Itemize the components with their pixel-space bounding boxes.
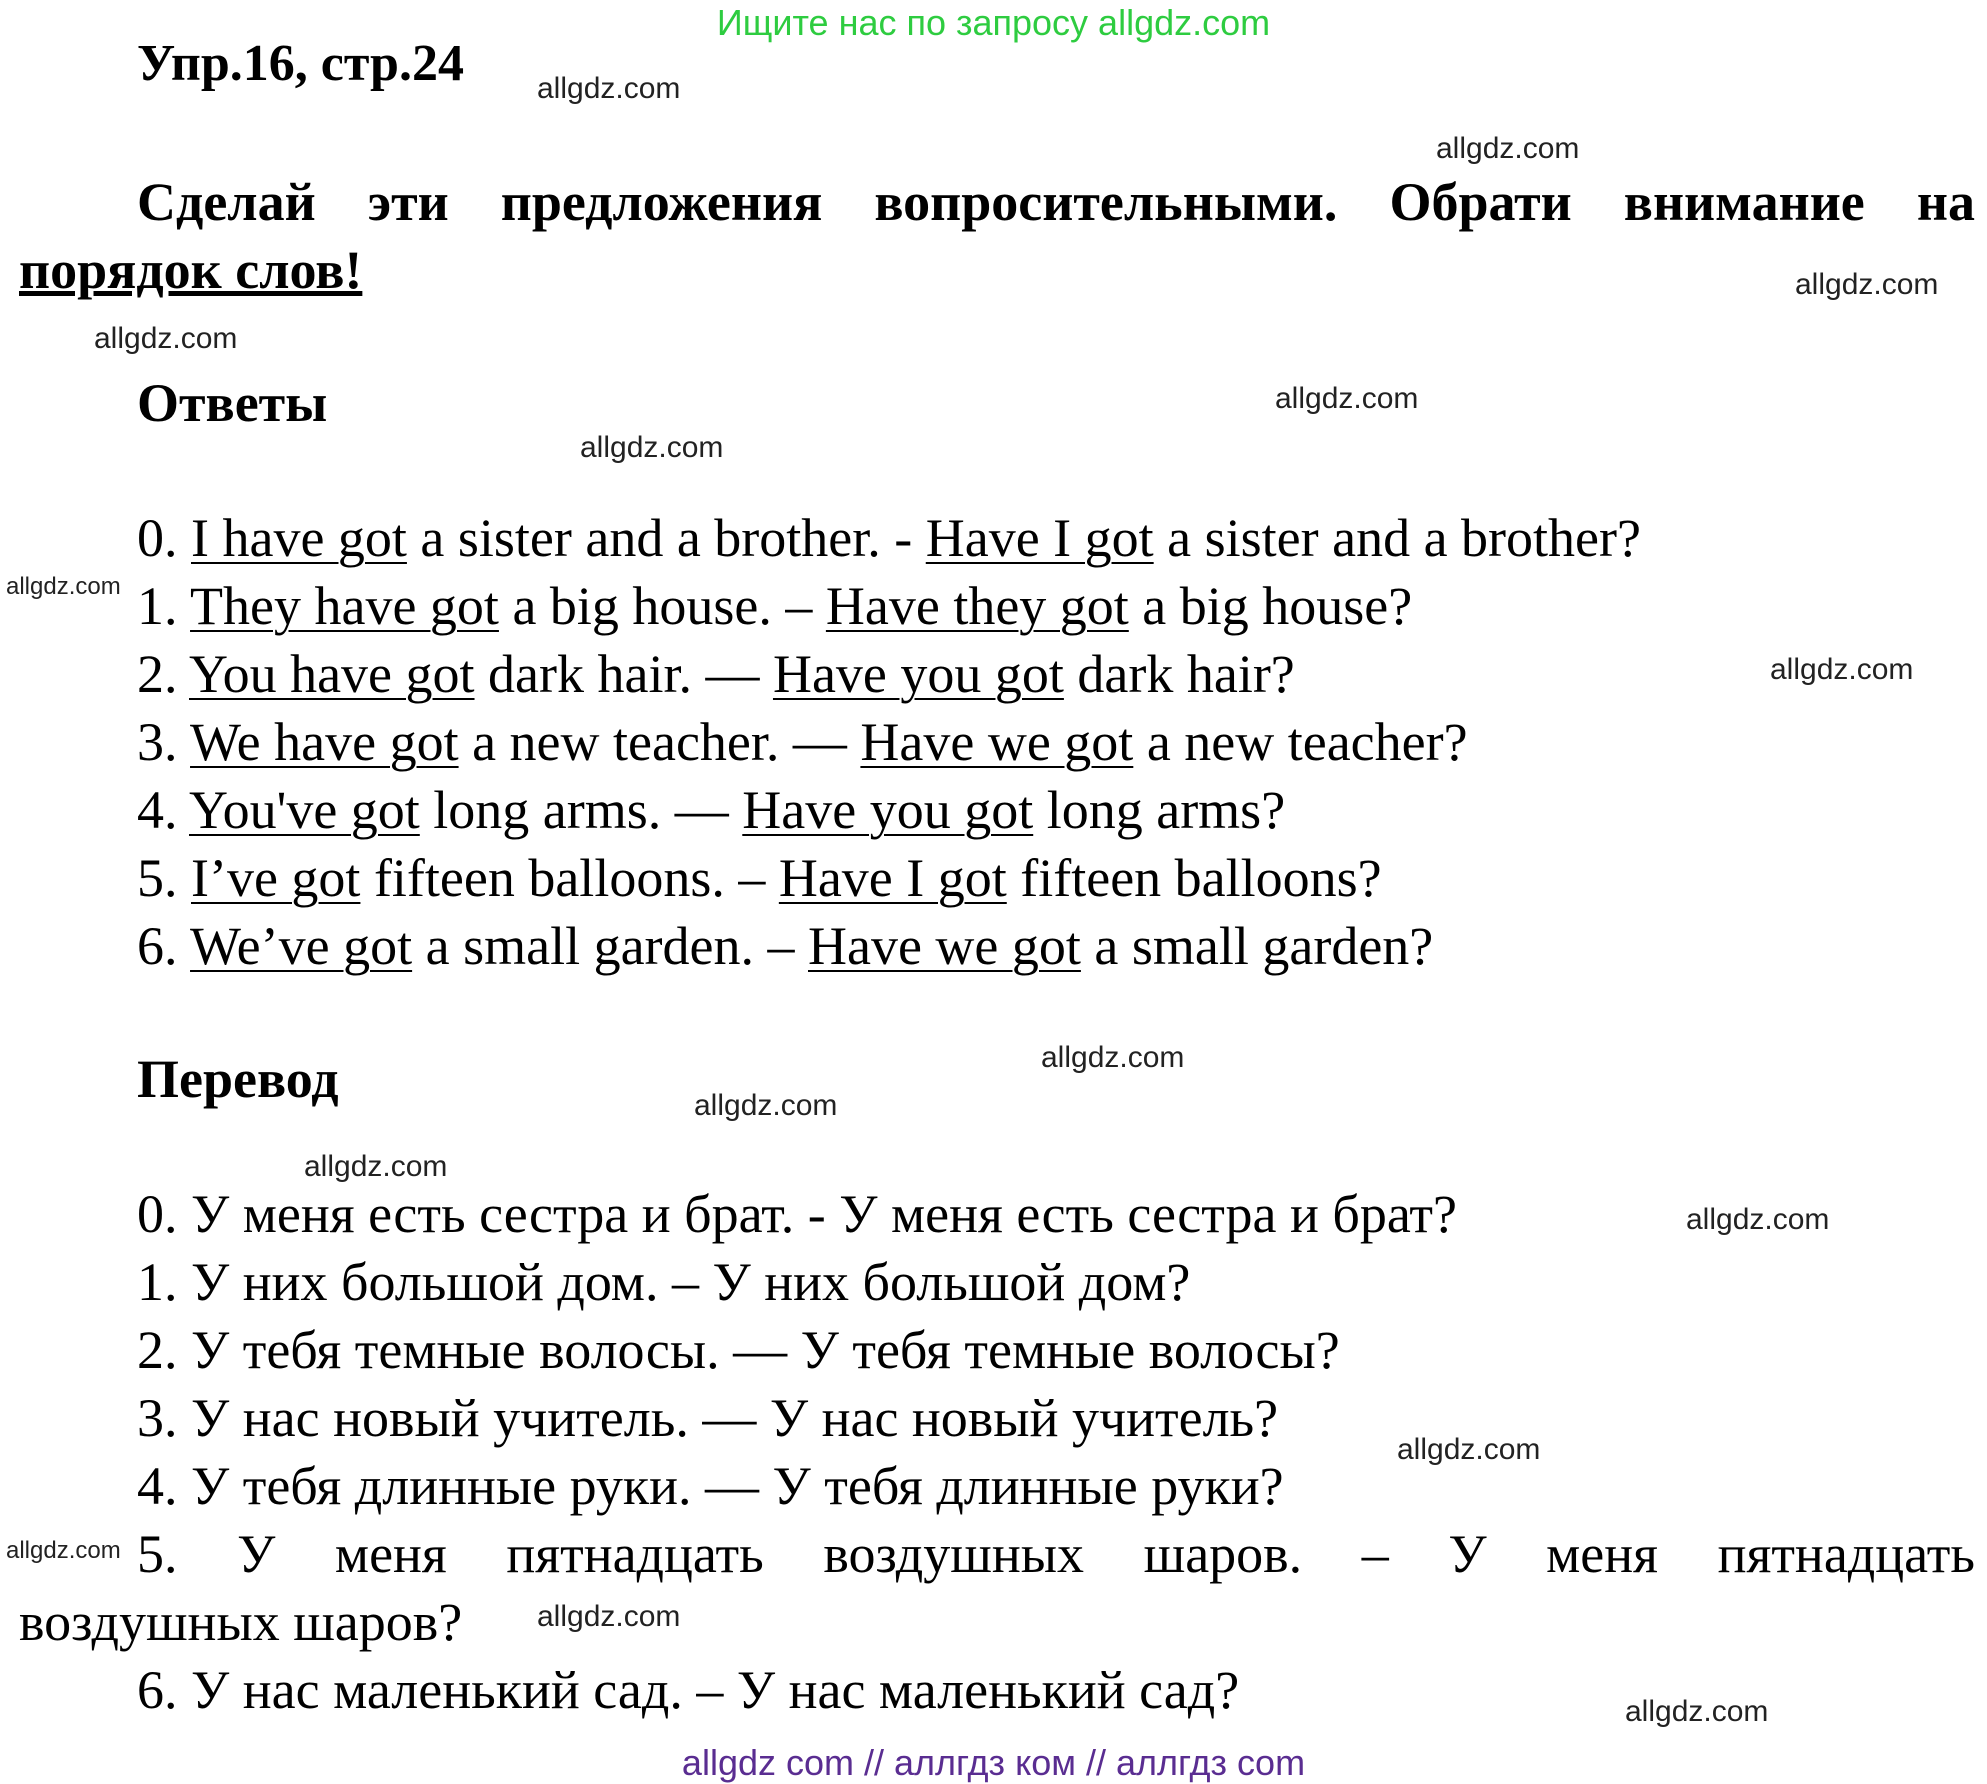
answer-statement-subject: You've got (189, 780, 420, 840)
page-title: Упр.16, стр.24 (137, 35, 464, 92)
watermark: allgdz.com (1436, 132, 1580, 165)
answer-statement-subject: They have got (190, 576, 499, 636)
answer-statement-rest: a big house. – (512, 576, 813, 636)
answers-list (137, 504, 1641, 980)
translation-word: меня (1546, 1524, 1659, 1584)
answer-question-rest: fifteen balloons? (1020, 848, 1382, 908)
translation-line-5-part1 (137, 1520, 1975, 1588)
answer-question-subject: Have we got (808, 916, 1081, 976)
watermark: allgdz.com (1625, 1695, 1769, 1728)
translation-line: 1. У них большой дом. – У них большой дом? (137, 1252, 1191, 1312)
answer-number: 2. (137, 644, 178, 704)
translation-line: 3. У нас новый учитель. — У нас новый учитель? (137, 1388, 1279, 1448)
translation-line-5-part2: воздушных шаров? (19, 1592, 463, 1652)
answer-statement-rest: dark hair. — (488, 644, 760, 704)
answer-number: 5. (137, 848, 178, 908)
translation-line: 4. У тебя длинные руки. — У тебя длинные руки? (137, 1456, 1284, 1516)
watermark: allgdz.com (537, 1600, 681, 1633)
instruction-word: Сделай (137, 172, 316, 232)
instruction-word: внимание (1623, 172, 1865, 232)
instruction-word: вопросительными. (874, 172, 1338, 232)
answer-line (137, 844, 1641, 912)
answer-question-subject: Have they got (825, 576, 1129, 636)
answer-line (137, 640, 1641, 708)
answer-line (137, 708, 1641, 776)
answer-question-subject: Have you got (742, 780, 1034, 840)
answer-number: 1. (137, 576, 178, 636)
translation-word: У (1448, 1524, 1487, 1584)
watermark: allgdz.com (304, 1150, 448, 1183)
watermark: allgdz.com (6, 1537, 121, 1564)
answer-line (137, 912, 1641, 980)
answer-question-rest: long arms? (1046, 780, 1286, 840)
instruction-line-1 (137, 168, 1975, 236)
watermark: allgdz.com (1041, 1041, 1185, 1074)
answer-question-rest: a new teacher? (1146, 712, 1468, 772)
translation-line: 0. У меня есть сестра и брат. - У меня есть сестра и брат? (137, 1184, 1457, 1244)
answer-question-subject: Have I got (778, 848, 1007, 908)
answers-heading: Ответы (137, 373, 328, 433)
translation-word: меня (334, 1524, 447, 1584)
translation-heading: Перевод (137, 1049, 339, 1109)
footer-watermark: allgdz com // аллгдз ком // аллгдз com (681, 1742, 1306, 1783)
translation-line: 6. У нас маленький сад. – У нас маленький сад? (137, 1660, 1240, 1720)
answer-question-rest: a small garden? (1094, 916, 1434, 976)
answer-number: 3. (137, 712, 178, 772)
answer-statement-rest: long arms. — (433, 780, 729, 840)
answer-statement-subject: We’ve got (190, 916, 413, 976)
answer-statement-rest: a small garden. – (425, 916, 795, 976)
top-banner: Ищите нас по запросу allgdz.com (716, 2, 1271, 43)
answer-statement-rest: a new teacher. — (472, 712, 847, 772)
answer-line (137, 572, 1641, 640)
answer-statement-subject: We have got (190, 712, 459, 772)
answer-statement-subject: You have got (189, 644, 475, 704)
watermark: allgdz.com (580, 431, 724, 464)
translation-word: пятнадцать (1717, 1524, 1975, 1584)
answer-statement-subject: I have got (191, 508, 407, 568)
answer-statement-subject: I’ve got (191, 848, 361, 908)
translation-word: – (1361, 1524, 1389, 1584)
translation-word: пятнадцать (506, 1524, 764, 1584)
instruction-word: Обрати (1389, 172, 1572, 232)
translation-word: 5. (137, 1524, 178, 1584)
watermark: allgdz.com (94, 322, 238, 355)
watermark: allgdz.com (1686, 1203, 1830, 1236)
watermark: allgdz.com (694, 1089, 838, 1122)
answer-question-subject: Have I got (925, 508, 1154, 568)
instruction-line-2: порядок слов! (19, 240, 363, 300)
answer-statement-rest: fifteen balloons. – (373, 848, 766, 908)
answer-number: 4. (137, 780, 178, 840)
translation-word: шаров. (1143, 1524, 1303, 1584)
answer-question-rest: dark hair? (1077, 644, 1295, 704)
answer-line (137, 504, 1641, 572)
instruction-word: эти (367, 172, 449, 232)
watermark: allgdz.com (1397, 1433, 1541, 1466)
instruction-word: на (1916, 172, 1975, 232)
answer-statement-rest: a sister and a brother. - (420, 508, 913, 568)
answer-number: 6. (137, 916, 178, 976)
answer-number: 0. (137, 508, 178, 568)
answer-question-rest: a big house? (1142, 576, 1413, 636)
answer-question-rest: a sister and a brother? (1167, 508, 1641, 568)
watermark: allgdz.com (1795, 268, 1939, 301)
translation-word: У (237, 1524, 276, 1584)
answer-question-subject: Have you got (772, 644, 1064, 704)
answer-question-subject: Have we got (860, 712, 1134, 772)
translation-word: воздушных (823, 1524, 1085, 1584)
instruction-word: предложения (500, 172, 823, 232)
watermark: allgdz.com (1770, 653, 1914, 686)
watermark: allgdz.com (537, 72, 681, 105)
translation-line: 2. У тебя темные волосы. — У тебя темные волосы? (137, 1320, 1340, 1380)
instruction (19, 168, 1975, 304)
answer-line (137, 776, 1641, 844)
watermark: allgdz.com (6, 573, 121, 600)
watermark: allgdz.com (1275, 382, 1419, 415)
